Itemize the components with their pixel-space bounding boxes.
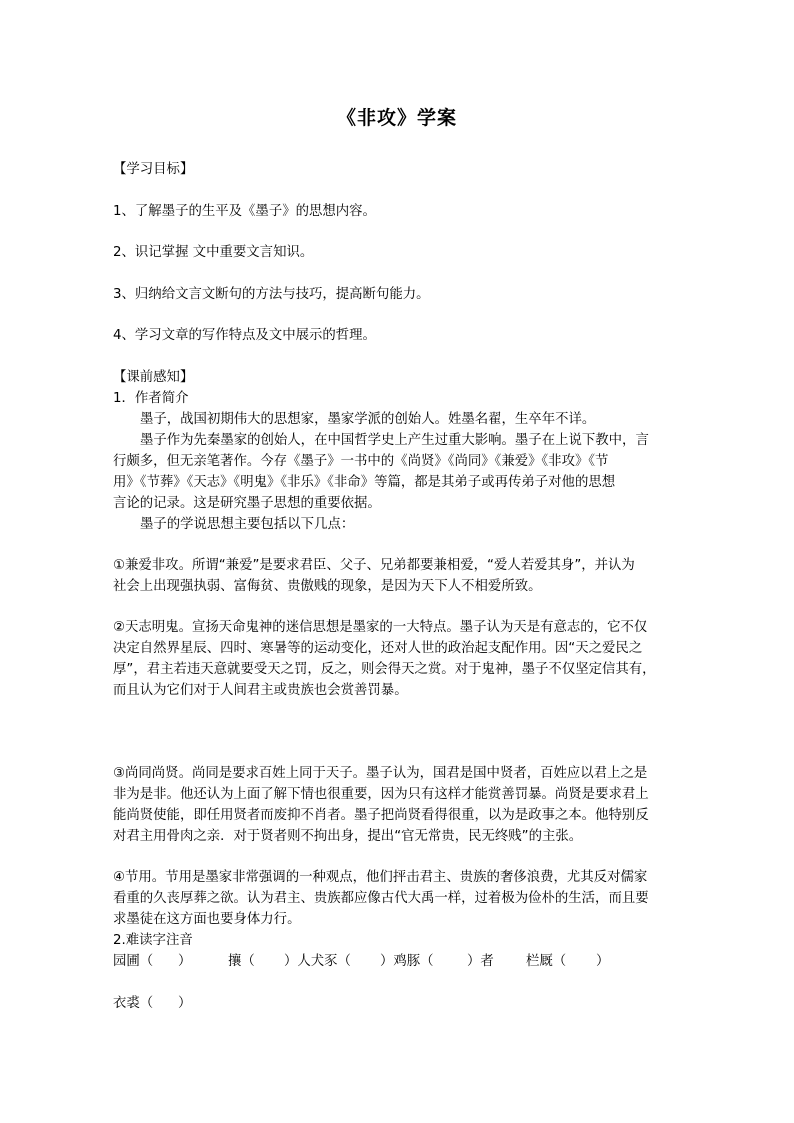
pronunciation-word: 栏厩（ — [526, 954, 567, 969]
point-jianai-line: ①兼爱非攻。所谓“兼爱”是要求君臣、父子、兄弟都要兼相爱，“爱人若爱其身”，并认为 — [113, 558, 635, 573]
pronunciation-blank-close: ） — [178, 954, 192, 969]
objective-item: 1、了解墨子的生平及《墨子》的思想内容。 — [113, 204, 376, 219]
pronunciation-word: ）人犬豕（ — [284, 954, 351, 969]
point-tianzhi-line: ②天志明鬼。宣扬天命鬼神的迷信思想是墨家的一大特点。墨子认为天是有意志的，它不仅 — [113, 620, 648, 635]
point-shangtong-line: 非为是非。他还认为上面了解下情也很重要，因为只有这样才能赏善罚暴。尚贤是要求君上 — [113, 787, 649, 802]
point-shangtong-line: 对君主用骨肉之亲．对于贤者则不拘出身，提出“官无常贵，民无终贱”的主张。 — [113, 829, 583, 844]
pronunciation-blank-close: ） — [596, 954, 610, 969]
pronunciation-heading: 2.难读字注音 — [113, 933, 193, 948]
point-shangtong-line: 能尚贤使能，即任用贤者而废抑不肖者。墨子把尚贤看得很重，以为是政事之本。他特别反 — [113, 808, 649, 823]
pronunciation-blank-close: ） — [178, 996, 192, 1011]
pronunciation-word: 攘（ — [228, 954, 255, 969]
point-jieyong-line: ④节用。节用是墨家非常强调的一种观点，他们抨击君主、贵族的奢侈浪费，尤其反对儒家 — [113, 870, 648, 885]
author-paragraph-2-line: 墨子作为先秦墨家的创始人，在中国哲学史上产生过重大影响。墨子在上说下教中，言 — [140, 433, 649, 448]
pronunciation-word: ）鸡豚（ — [380, 954, 434, 969]
objective-item: 4、学习文章的写作特点及文中展示的哲理。 — [113, 328, 376, 343]
preview-heading: 【课前感知】 — [113, 370, 194, 385]
page-title: 《非攻》学案 — [336, 107, 457, 129]
point-tianzhi-line: 厚”，君主若违天意就要受天之罚，反之，则会得天之赏。对于鬼神，墨子不仅坚定信其有， — [113, 662, 656, 677]
point-jianai-line: 社会上出现强执弱、富侮贫、贵傲贱的现象，是因为天下人不相爱所致。 — [113, 579, 542, 594]
author-heading: 1．作者简介 — [113, 391, 189, 406]
point-jieyong-line: 求墨徒在这方面也要身体力行。 — [113, 912, 301, 927]
pronunciation-word: 园圃（ — [113, 954, 154, 969]
author-paragraph-3: 墨子的学说思想主要包括以下几点： — [140, 517, 355, 532]
objectives-heading: 【学习目标】 — [113, 162, 194, 177]
objective-item: 3、归纳给文言文断句的方法与技巧，提高断句能力。 — [113, 287, 430, 302]
point-shangtong-line: ③尚同尚贤。尚同是要求百姓上同于天子。墨子认为，国君是国中贤者，百姓应以君上之是 — [113, 766, 648, 781]
author-paragraph-2-line: 言论的记录。这是研究墨子思想的重要依据。 — [113, 496, 381, 511]
author-paragraph-2-line: 行颇多，但无亲笔著作。今存《墨子》一书中的《尚贤》《尚同》《兼爱》《非攻》《节 — [113, 454, 609, 469]
author-paragraph-2-line: 用》《节葬》《天志》《明鬼》《非乐》《非命》等篇，都是其弟子或再传弟子对他的思想 — [113, 475, 616, 490]
point-tianzhi-line: 决定自然界星辰、四时、寒暑等的运动变化，还对人世的政治起支配作用。因“天之爱民之 — [113, 641, 643, 656]
point-jieyong-line: 看重的久丧厚葬之欲。认为君主、贵族都应像古代大禹一样，过着极为俭朴的生活，而且要 — [113, 891, 649, 906]
author-paragraph-1: 墨子，战国初期伟大的思想家，墨家学派的创始人。姓墨名翟，生卒年不详。 — [140, 412, 596, 427]
objective-item: 2、识记掌握 文中重要文言知识。 — [113, 245, 314, 260]
pronunciation-word: ）者 — [467, 954, 494, 969]
pronunciation-word: 衣裘（ — [113, 996, 154, 1011]
point-tianzhi-line: 而且认为它们对于人间君主或贵族也会赏善罚暴。 — [113, 683, 408, 698]
